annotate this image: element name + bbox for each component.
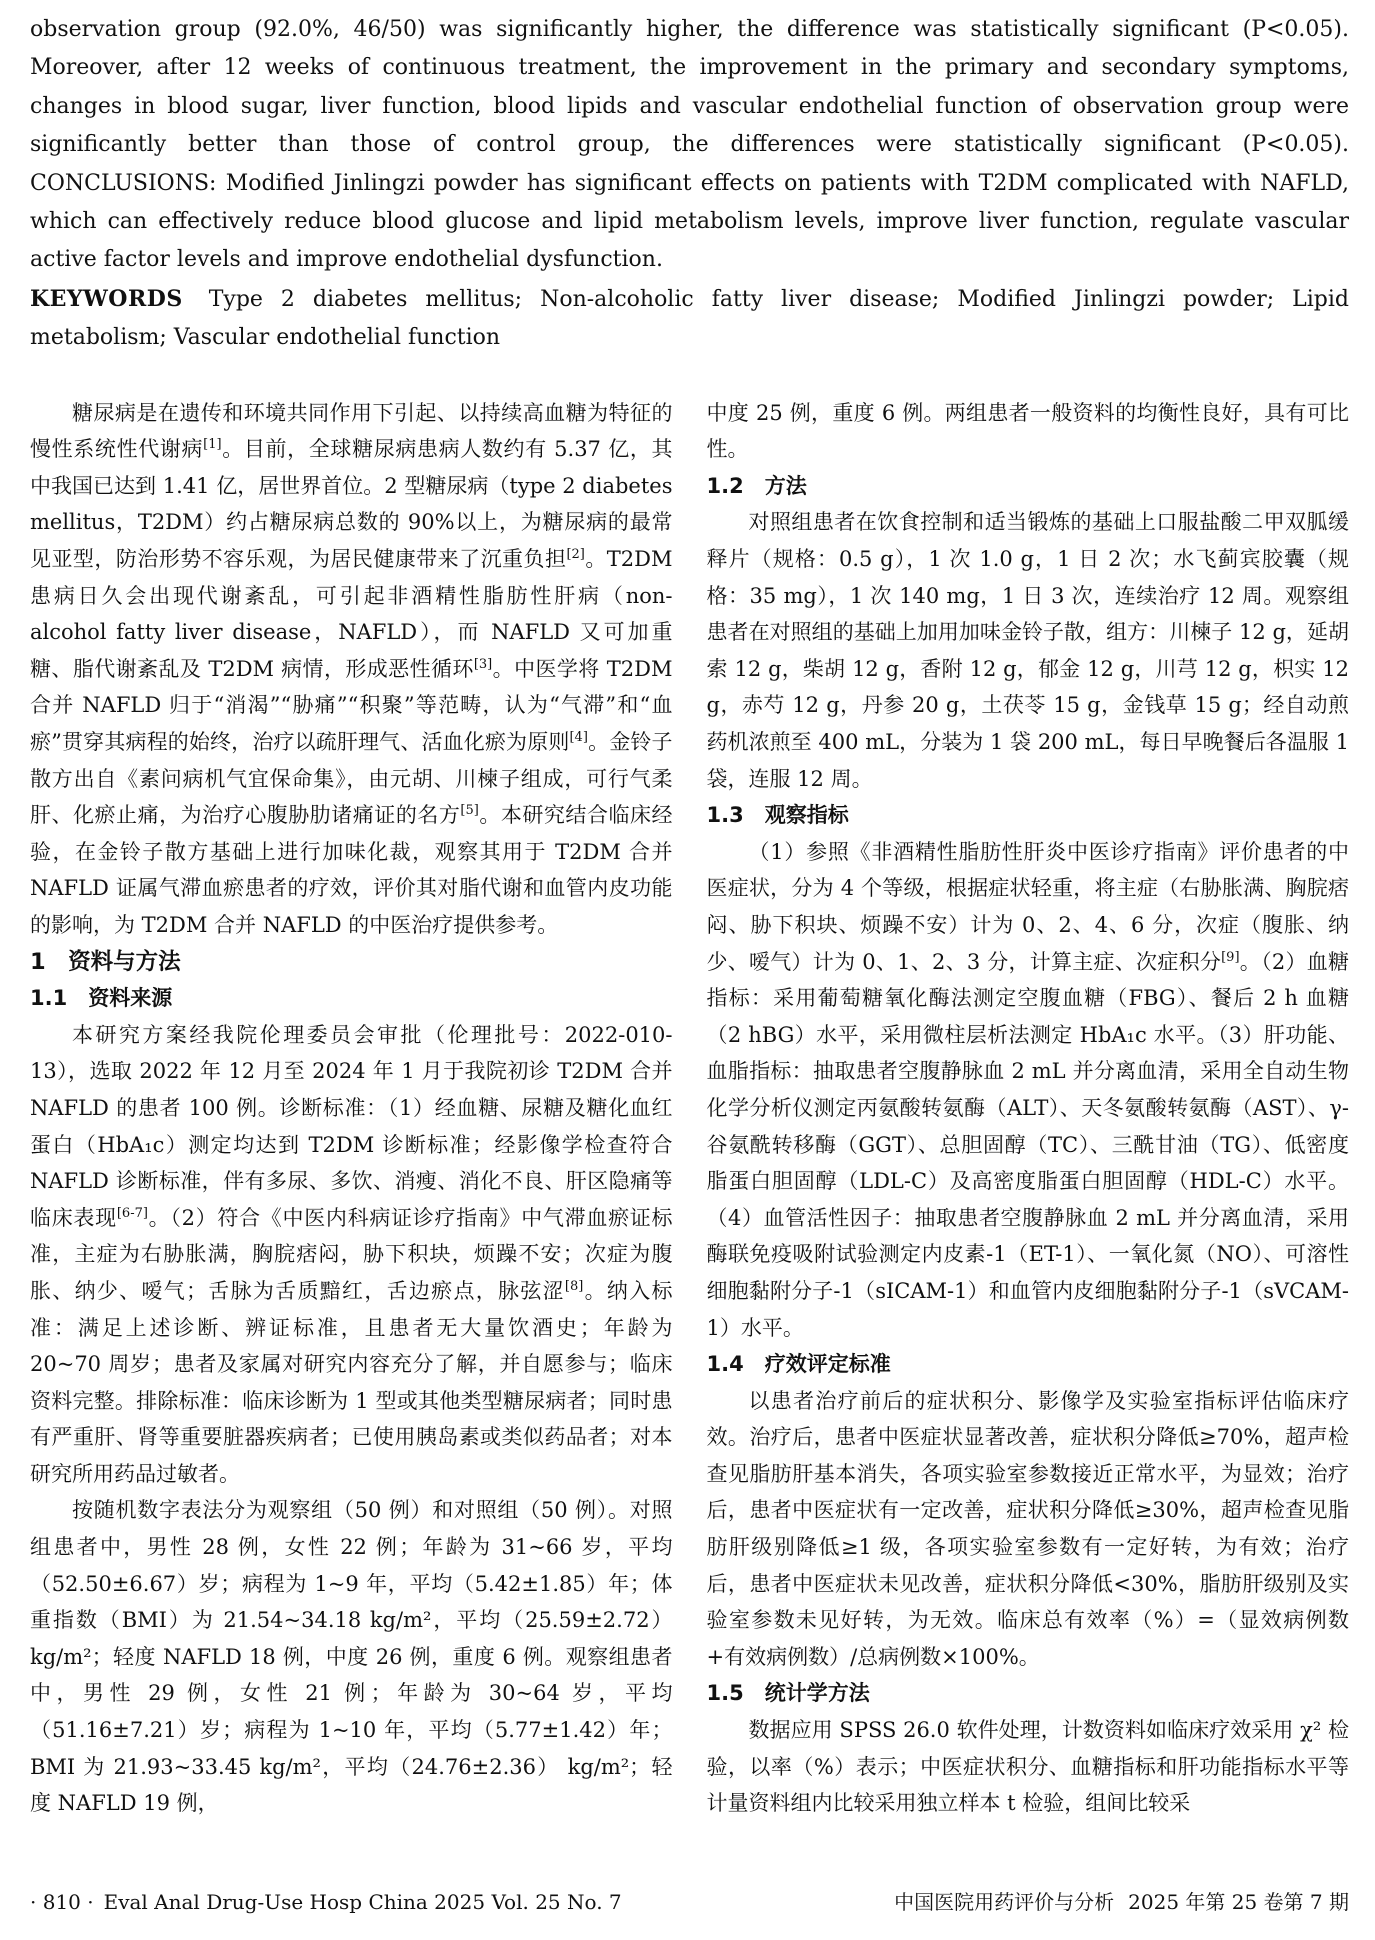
body-columns (30, 395, 1349, 1822)
keywords-line (30, 280, 1349, 358)
left-column (30, 395, 673, 1822)
paragraph: （1）参照《非酒精性脂肪性肝炎中医诊疗指南》评价患者的中医症状，分为 4 个等级，根据症状轻重，将主症（右胁胀满、胸脘痞闷、胁下积块、烦躁不安）计为 0、2、4、6 分，次症（腹胀、纳少、嗳气）计为 0、1、2、3 分，计算主症、次症积分[9]。（2）血糖指标：采用葡萄糖氧化酶法测定空腹血糖（FBG）、餐后 2 h 血糖（2 hBG）水平，采用微柱层析法测定 HbA₁c 水平。（3）肝功能、血脂指标：抽取患者空腹静脉血 2 mL 并分离血清，采用全自动生物化学分析仪测定丙氨酸转氨酶（ALT）、天冬氨酸转氨酶（AST）、γ-谷氨酰转移酶（GGT）、总胆固醇（TC）、三酰甘油（TG）、低密度脂蛋白胆固醇（LDL-C）及高密度脂蛋白胆固醇（HDL-C）水平。（4）血管活性因子：抽取患者空腹静脉血 2 mL 并分离血清，采用酶联免疫吸附试验测定内皮素-1（ET-1）、一氧化氮（NO）、可溶性细胞黏附分子-1（sICAM-1）和血管内皮细胞黏附分子-1（sVCAM-1）水平。 (706, 839, 1349, 1340)
section-heading: 1 资料与方法 (30, 948, 181, 975)
reference-marker: [6-7] (116, 1205, 148, 1221)
paragraph: 按随机数字表法分为观察组（50 例）和对照组（50 例）。对照组患者中，男性 28 例，女性 22 例；年龄为 31~66 岁，平均（52.50±6.67）岁；病程为 1~9 年，平均（5.42±1.85）年；体重指数（BMI）为 21.54~34.18 kg/m²，平均（25.59±2.72） kg/m²；轻度 NAFLD 18 例，中度 26 例，重度 6 例。观察组患者中，男性 29 例，女性 21 例；年龄为 30~64 岁，平均（51.16±7.21）岁；病程为 1~10 年，平均（5.77±1.42）年；BMI 为 21.93~33.45 kg/m²，平均（24.76±2.36） kg/m²；轻度 NAFLD 19 例， (30, 1498, 673, 1816)
paragraph: 中度 25 例，重度 6 例。两组患者一般资料的均衡性良好，具有可比性。 (706, 400, 1349, 462)
paragraph: 以患者治疗前后的症状积分、影像学及实验室指标评估临床疗效。治疗后，患者中医症状显著改善，症状积分降低≥70%，超声检查见脂肪肝基本消失，各项实验室参数接近正常水平，为显效；治疗后，患者中医症状有一定改善，症状积分降低≥30%，超声检查见脂肪肝级别降低≥1 级，各项实验室参数有一定好转，为有效；治疗后，患者中医症状未见改善，症状积分降低<30%，脂肪肝级别及实验室参数未见好转，为无效。临床总有效率（%）=（显效病例数+有效病例数）/总病例数×100%。 (706, 1388, 1349, 1669)
footer-journal-cn: 中国医院用药评价与分析 (894, 1890, 1115, 1914)
paragraph: 数据应用 SPSS 26.0 软件处理，计数资料如临床疗效采用 χ² 检验，以率（%）表示；中医症状积分、血糖指标和肝功能指标水平等计量资料组内比较采用独立样本 t 检验，组间比较采 (706, 1718, 1349, 1816)
footer-journal-en: Eval Anal Drug-Use Hosp China 2025 Vol. 25 No. 7 (103, 1890, 622, 1914)
reference-marker: [3] (473, 656, 493, 672)
reference-marker: [2] (566, 547, 585, 563)
subsection-heading: 1.4 疗效评定标准 (706, 1352, 891, 1377)
abstract-text: observation group (92.0%, 46/50) was significantly higher, the difference was statistically significant (P<0.05). Moreover, after 12 weeks of continuous treatment, the improvement in the primary and secondary symptoms, changes in blood sugar, liver function, blood lipids and vascular endothelial function of observation group were significantly better than those of control group, the differences were statistically significant (P<0.05). CONCLUSIONS: Modified Jinlingzi powder has significant effects on patients with T2DM complicated with NAFLD, which can effectively reduce blood glucose and lipid metabolism levels, improve liver function, regulate vascular active factor levels and improve endothelial dysfunction. (30, 17, 1349, 273)
subsection-heading: 1.5 统计学方法 (706, 1681, 870, 1706)
subsection-heading: 1.2 方法 (706, 473, 807, 498)
paragraph: 对照组患者在饮食控制和适当锻炼的基础上口服盐酸二甲双胍缓释片（规格：0.5 g），1 次 1.0 g，1 日 2 次；水飞蓟宾胶囊（规格：35 mg），1 次 140 mg，1 日 3 次，连续治疗 12 周。观察组患者在对照组的基础上加用加味金铃子散，组方：川楝子 12 g，延胡索 12 g，柴胡 12 g，香附 12 g，郁金 12 g，川芎 12 g，枳实 12 g，赤芍 12 g，丹参 20 g，土茯苓 15 g，金钱草 15 g；经自动煎药机浓煎至 400 mL，分装为 1 袋 200 mL，每日早晚餐后各温服 1 袋，连服 12 周。 (706, 510, 1349, 791)
keywords-text: Type 2 diabetes mellitus; Non-alcoholic fatty liver disease; Modified Jinlingzi powder; Lipid metabolism; Vascular endothelial function (30, 286, 1349, 351)
footer-page-number: · 810 · (30, 1890, 94, 1914)
reference-marker: [5] (460, 803, 479, 819)
footer-right (880, 1890, 1349, 1914)
reference-marker: [9] (1221, 949, 1240, 965)
subsection-heading: 1.3 观察指标 (706, 803, 849, 828)
subsection-heading: 1.1 资料来源 (30, 986, 173, 1011)
reference-marker: [1] (203, 437, 222, 453)
abstract-section (30, 11, 1349, 358)
footer-issue-cn: 2025 年第 25 卷第 7 期 (1128, 1890, 1349, 1914)
reference-marker: [8] (564, 1278, 584, 1294)
footer-left (30, 1890, 632, 1914)
keywords-label: KEYWORDS (30, 285, 183, 312)
right-column (707, 395, 1350, 1822)
page-footer (30, 1890, 1349, 1914)
reference-marker: [4] (569, 730, 588, 745)
paragraph: 糖尿病是在遗传和环境共同作用下引起、以持续高血糖为特征的慢性系统性代谢病[1]。目前，全球糖尿病患病人数约有 5.37 亿，其中我国已达到 1.41 亿，居世界首位。2 型糖尿病（type 2 diabetes mellitus，T2DM）约占糖尿病总数的 90%以上，为糖尿病的最常见亚型，防治形势不容乐观，为居民健康带来了沉重负担[2]。T2DM 患病日久会出现代谢紊乱，可引起非酒精性脂肪性肝病（non-alcohol fatty liver disease，NAFLD），而 NAFLD 又可加重糖、脂代谢紊乱及 T2DM 病情，形成恶性循环[3]。中医学将 T2DM 合并 NAFLD 归于“消渴”“胁痛”“积聚”等范畴，认为“气滞”和“血瘀”贯穿其病程的始终，治疗以疏肝理气、活血化瘀为原则[4]。金铃子散方出自《素问病机气宜保命集》，由元胡、川楝子组成，可行气柔肝、化瘀止痛，为治疗心腹胁肋诸痛证的名方[5]。本研究结合临床经验，在金铃子散方基础上进行加味化裁，观察其用于 T2DM 合并 NAFLD 证属气滞血瘀患者的疗效，评价其对脂代谢和血管内皮功能的影响，为 T2DM 合并 NAFLD 的中医治疗提供参考。 (30, 400, 673, 937)
paragraph: 本研究方案经我院伦理委员会审批（伦理批号：2022-010-13），选取 2022 年 12 月至 2024 年 1 月于我院初诊 T2DM 合并 NAFLD 的患者 100 例。诊断标准：（1）经血糖、尿糖及糖化血红蛋白（HbA₁c）测定均达到 T2DM 诊断标准；经影像学检查符合 NAFLD 诊断标准，伴有多尿、多饮、消瘦、消化不良、肝区隐痛等临床表现[6-7]。（2）符合《中医内科病证诊疗指南》中气滞血瘀证标准，主症为右胁胀满，胸脘痞闷，胁下积块，烦躁不安；次症为腹胀、纳少、嗳气；舌脉为舌质黯红，舌边瘀点，脉弦涩[8]。纳入标准：满足上述诊断、辨证标准，且患者无大量饮酒史；年龄为 20~70 周岁；患者及家属对研究内容充分了解，并自愿参与；临床资料完整。排除标准：临床诊断为 1 型或其他类型糖尿病者；同时患有严重肝、肾等重要脏器疾病者；已使用胰岛素或类似药品者；对本研究所用药品过敏者。 (30, 1022, 673, 1486)
